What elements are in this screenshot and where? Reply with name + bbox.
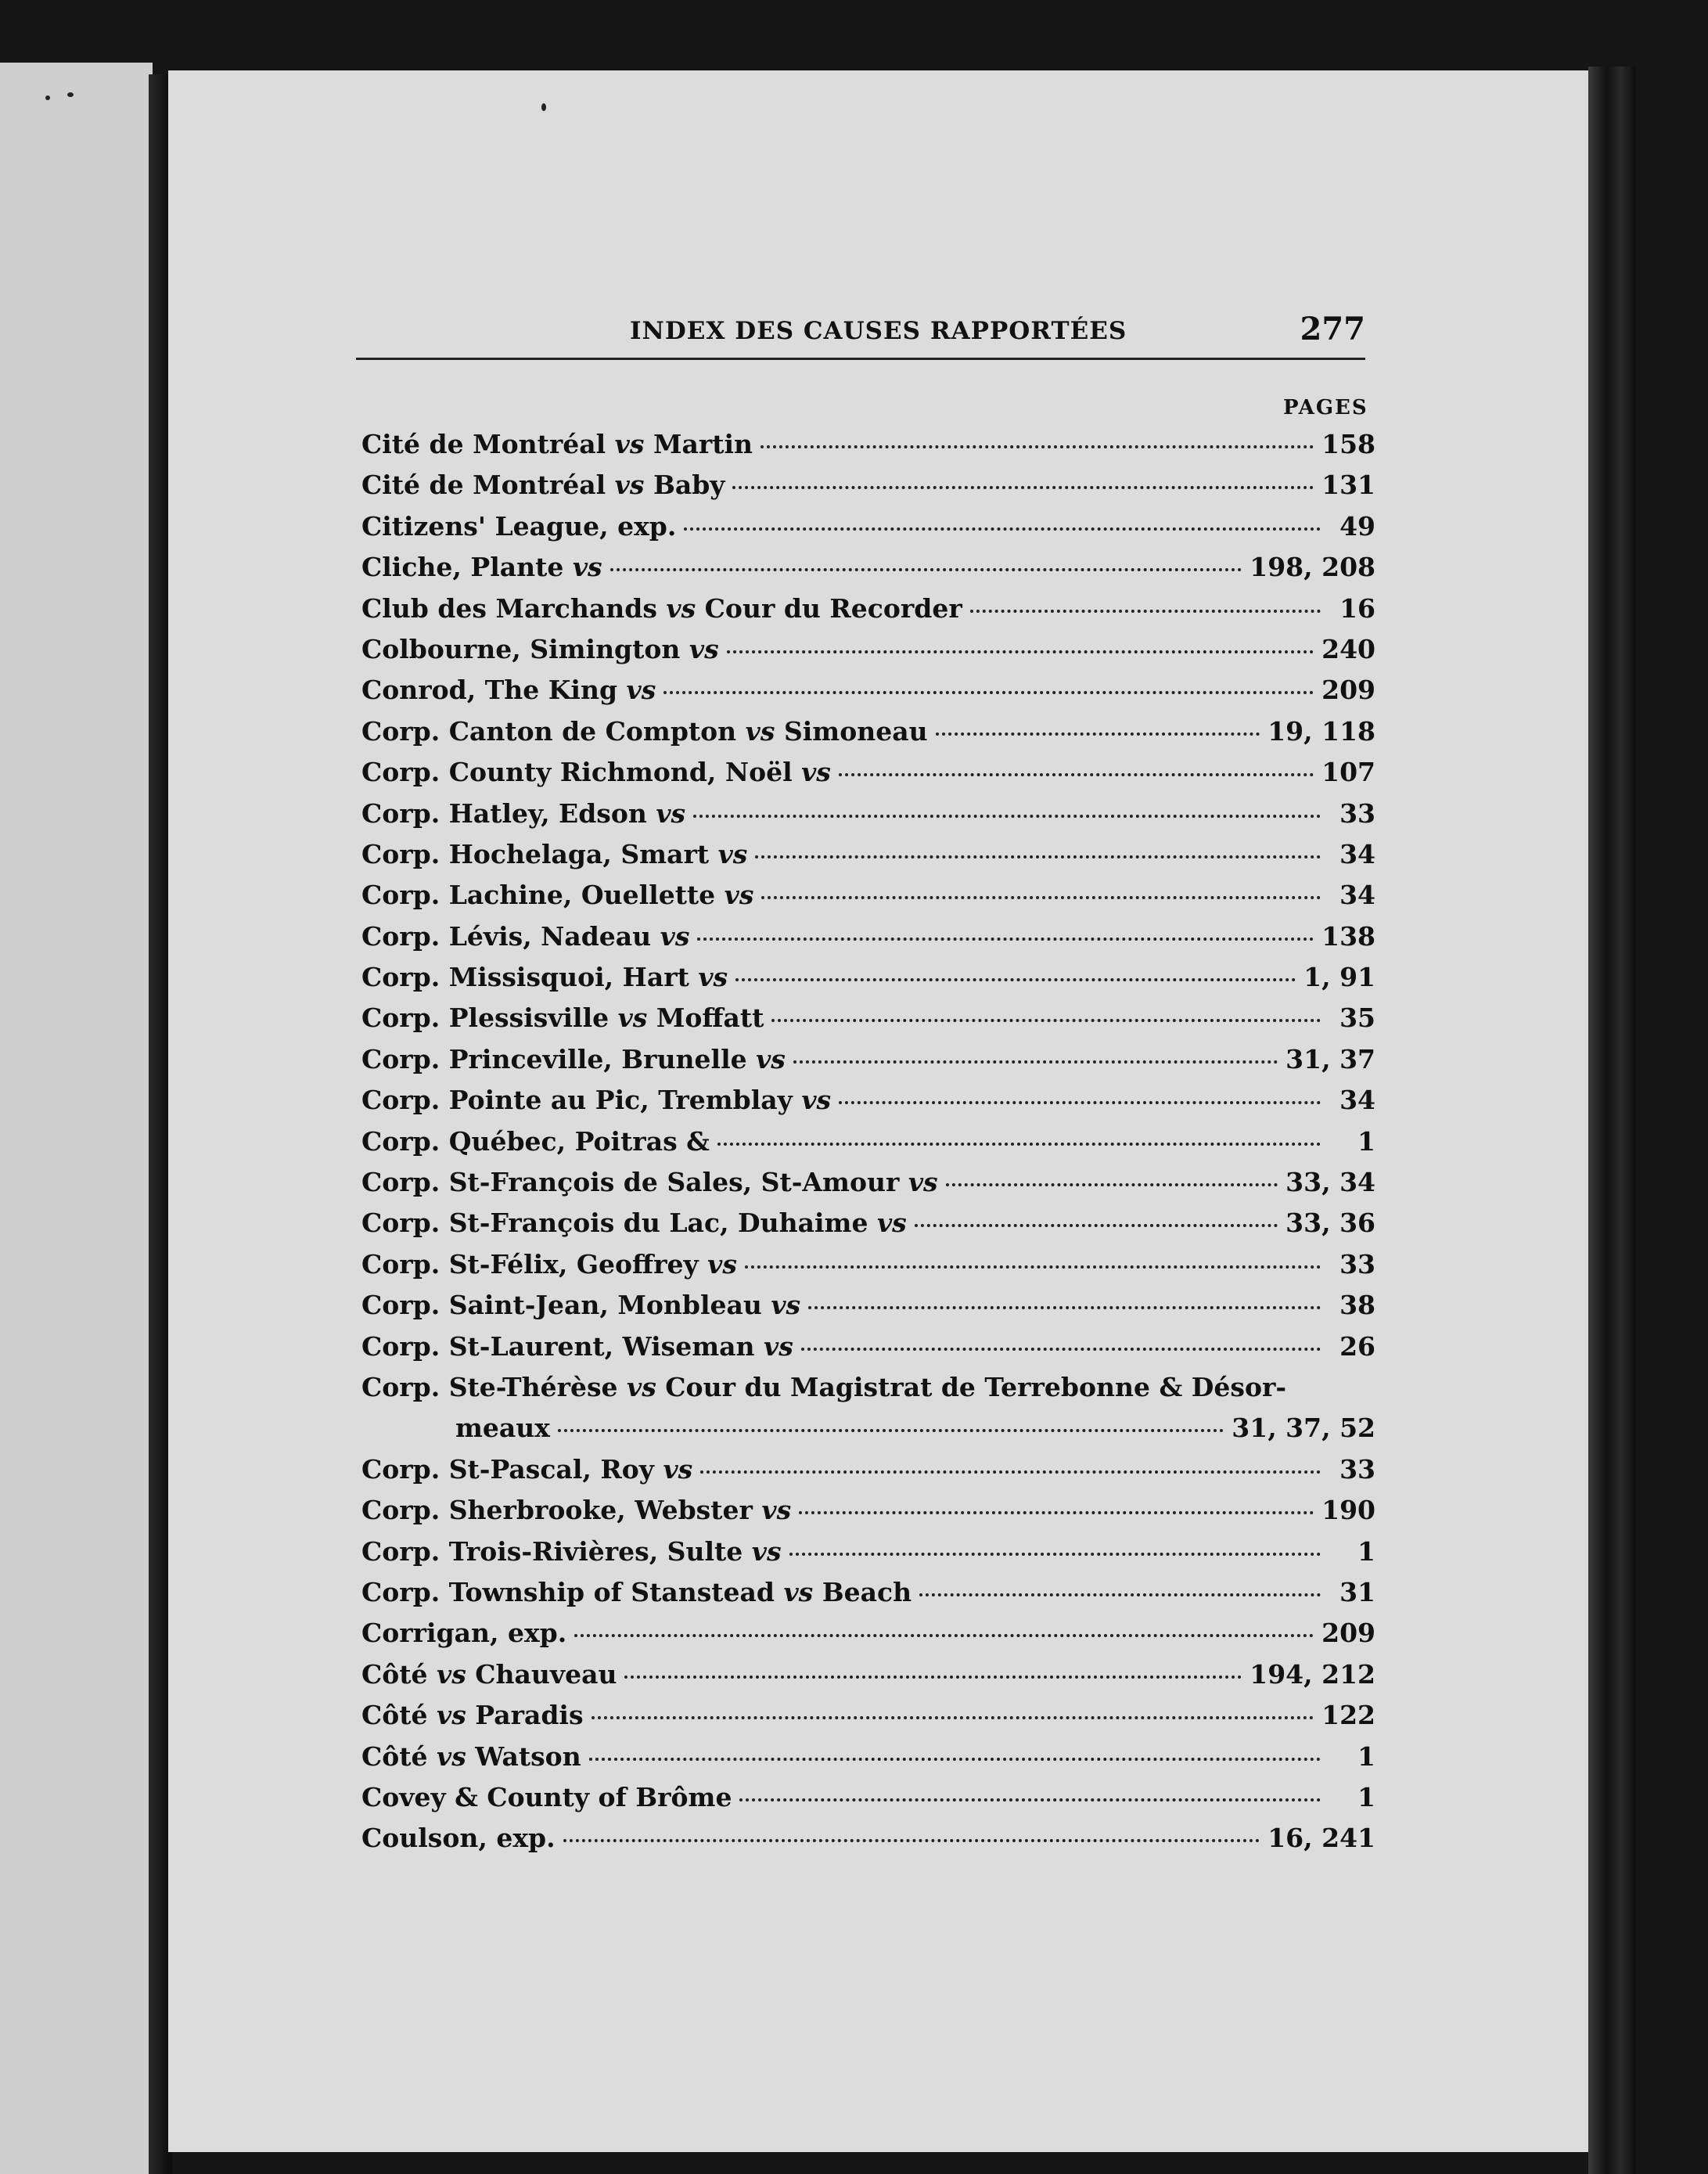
index-entry (361, 1659, 1375, 1700)
entry-versus: vs (751, 1535, 782, 1567)
entry-case-name (361, 675, 656, 705)
entry-party: Colbourne, Simington (361, 633, 681, 664)
entry-versus: vs (614, 470, 645, 501)
entry-party: Corp. St-François du Lac, Duhaime (361, 1208, 868, 1239)
index-entry (361, 470, 1375, 510)
dot-leader (789, 1553, 1321, 1556)
entry-opposing-party: Moffatt (656, 1002, 764, 1034)
entry-case-name (361, 1372, 1286, 1402)
page-edge-right (1588, 67, 1635, 2174)
entry-party: Corp. Pointe au Pic, Tremblay (361, 1085, 793, 1116)
dot-leader (693, 815, 1321, 818)
entry-party: Corp. Lévis, Nadeau (361, 920, 652, 952)
scan-speck (67, 92, 74, 97)
entry-opposing-party: Simoneau (783, 715, 928, 747)
entry-versus: vs (717, 838, 748, 869)
entry-pages: 122 (1321, 1700, 1375, 1731)
dot-leader (919, 1593, 1321, 1596)
dot-leader (700, 1470, 1321, 1474)
entry-pages: 35 (1339, 1002, 1375, 1034)
entry-versus: vs (572, 552, 602, 583)
entry-case-name (361, 1249, 737, 1280)
entry-case-name (361, 1495, 791, 1525)
index-entry (361, 1044, 1375, 1085)
dot-leader (801, 1348, 1321, 1351)
entry-party: Corp. Saint-Jean, Monbleau (361, 1290, 762, 1321)
index-entry (361, 1085, 1375, 1125)
entry-versus: vs (783, 1576, 814, 1607)
index-entry (361, 1577, 1375, 1618)
entry-party: Corrigan, exp. (361, 1618, 567, 1649)
entry-versus: vs (801, 757, 831, 788)
index-entry (361, 1126, 1375, 1167)
scan-speck (541, 103, 546, 111)
entry-versus: vs (626, 675, 656, 706)
entry-case-name (361, 511, 676, 542)
entry-party: Corp. St-Pascal, Roy (361, 1453, 654, 1485)
dot-leader (936, 732, 1260, 736)
entry-pages: 19, 118 (1268, 715, 1375, 747)
entry-versus: vs (707, 1248, 737, 1280)
entry-case-name (361, 1823, 556, 1853)
entry-party: Cité de Montréal (361, 429, 606, 459)
entry-pages: 1 (1357, 1535, 1375, 1567)
entry-versus: vs (437, 1700, 466, 1731)
entry-case-name (361, 921, 689, 952)
entry-pages: 240 (1321, 633, 1375, 664)
entry-party: Côté (361, 1740, 428, 1772)
pages-column-heading: PAGES (1283, 396, 1368, 419)
entry-case-name (361, 634, 719, 664)
facing-page-edge (0, 63, 153, 2174)
index-entry (361, 634, 1375, 675)
dot-leader (771, 1019, 1321, 1022)
scan-speck (45, 95, 50, 100)
index-entry (361, 675, 1375, 715)
entry-pages: 26 (1339, 1330, 1375, 1362)
index-entry (361, 511, 1375, 552)
dot-leader (739, 1798, 1321, 1801)
dot-leader (755, 855, 1321, 858)
dot-leader (808, 1306, 1321, 1309)
entry-pages: 1 (1357, 1781, 1375, 1812)
header-rule (356, 358, 1365, 360)
entry-opposing-party: Watson (475, 1740, 581, 1772)
index-entry (361, 1249, 1375, 1290)
entry-case-name (361, 1208, 907, 1238)
entry-party: Corp. Hatley, Edson (361, 797, 647, 829)
dot-leader (745, 1265, 1321, 1269)
running-title: INDEX DES CAUSES RAPPORTÉES (630, 317, 1127, 345)
entry-party: Coulson, exp. (361, 1823, 556, 1854)
entry-case-name (361, 593, 962, 624)
entry-pages: 131 (1321, 470, 1375, 501)
entry-versus: vs (617, 1002, 648, 1034)
dot-leader (563, 1839, 1260, 1842)
entry-pages: 33, 34 (1285, 1167, 1375, 1198)
entry-case-name (361, 1331, 793, 1362)
index-entry (361, 880, 1375, 920)
entry-party: Corp. Sherbrooke, Webster (361, 1495, 753, 1526)
index-entry (361, 1167, 1375, 1208)
index-entry (361, 839, 1375, 880)
entry-versus: vs (764, 1330, 793, 1362)
entry-case-name (361, 1085, 831, 1115)
index-entry (361, 716, 1375, 757)
entry-versus: vs (908, 1167, 938, 1198)
index-entry (361, 921, 1375, 962)
entry-versus: vs (614, 429, 645, 459)
dot-leader (610, 568, 1242, 571)
dot-leader (839, 773, 1314, 776)
entry-opposing-party: Beach (822, 1576, 912, 1607)
entry-case-name (361, 552, 602, 582)
entry-case-name (361, 1782, 732, 1812)
entry-versus: vs (660, 920, 690, 952)
entry-pages: 34 (1339, 880, 1375, 911)
entry-versus: vs (437, 1658, 466, 1690)
index-entry (361, 1290, 1375, 1330)
dot-leader (732, 486, 1314, 489)
dot-leader (697, 938, 1314, 941)
index-entry (361, 1454, 1375, 1495)
entry-party: Citizens' League, exp. (361, 510, 677, 542)
dot-leader (717, 1143, 1321, 1146)
entry-party: Corp. St-Félix, Geoffrey (361, 1248, 699, 1280)
dot-leader (663, 691, 1314, 694)
entry-case-name (361, 1290, 800, 1320)
index-entry (361, 1741, 1375, 1782)
dot-leader (970, 610, 1321, 613)
entry-party: Corp. Canton de Compton (361, 715, 737, 747)
dot-leader (761, 896, 1321, 899)
entry-pages: 34 (1339, 838, 1375, 869)
entry-versus: vs (627, 1371, 656, 1402)
entry-party: Corp. Princeville, Brunelle (361, 1043, 747, 1074)
entry-party: Côté (361, 1658, 428, 1690)
entry-party: Corp. Plessisville (361, 1002, 609, 1034)
index-entry (361, 1700, 1375, 1740)
entry-case-name (361, 429, 753, 459)
entry-pages: 34 (1339, 1085, 1375, 1116)
index-entry (361, 429, 1375, 470)
entry-party: Corp. Trois-Rivières, Sulte (361, 1535, 743, 1567)
entry-pages: 158 (1321, 429, 1375, 459)
entry-case-name (361, 1618, 566, 1648)
entry-versus: vs (656, 797, 686, 829)
entry-pages: 31, 37 (1285, 1043, 1375, 1074)
entry-opposing-party: Baby (653, 470, 725, 501)
entry-party: Corp. Lachine, Ouellette (361, 880, 716, 911)
dot-leader (592, 1716, 1314, 1719)
entry-case-name (361, 1167, 938, 1197)
dot-leader (799, 1511, 1314, 1514)
entry-case-name (361, 962, 728, 992)
entry-party: Corp. St-Laurent, Wiseman (361, 1330, 755, 1362)
entry-versus: vs (663, 1453, 693, 1485)
dot-leader (761, 445, 1314, 448)
dot-leader (727, 650, 1314, 653)
entry-case-name (361, 1536, 782, 1567)
entry-case-name (361, 716, 928, 747)
entry-pages: 49 (1339, 510, 1375, 542)
entry-versus: vs (801, 1085, 832, 1116)
entry-versus: vs (771, 1290, 801, 1321)
entry-pages: 209 (1321, 1618, 1375, 1649)
index-entry (361, 1002, 1375, 1043)
entry-opposing-party: Cour du Magistrat de Terrebonne & Désor- (665, 1371, 1287, 1402)
entry-opposing-party: Martin (653, 429, 753, 459)
dot-leader (589, 1758, 1321, 1761)
entry-pages: 33 (1339, 1248, 1375, 1280)
entry-pages: 16, 241 (1268, 1823, 1375, 1854)
page-header (356, 301, 1365, 364)
entry-party: Corp. Missisquoi, Hart (361, 962, 689, 993)
entry-case-name (455, 1413, 550, 1443)
entry-pages: 1 (1357, 1740, 1375, 1772)
entry-case-name (361, 757, 831, 787)
index-entry (361, 1823, 1375, 1863)
entry-case-name (361, 1126, 710, 1157)
entry-pages: 31, 37, 52 (1232, 1413, 1375, 1444)
entry-versus: vs (745, 715, 775, 747)
index-entry (361, 798, 1375, 839)
entry-party: Corp. County Richmond, Noël (361, 757, 793, 788)
entry-pages: 107 (1321, 757, 1375, 788)
index-entry (361, 1536, 1375, 1577)
entry-case-name (361, 1577, 912, 1607)
dot-leader (558, 1429, 1224, 1432)
entry-pages: 1 (1357, 1125, 1375, 1157)
entry-pages: 198, 208 (1250, 552, 1375, 583)
entry-party: Corp. Hochelaga, Smart (361, 838, 710, 869)
entry-pages: 31 (1339, 1576, 1375, 1607)
dot-leader (793, 1060, 1278, 1064)
index-entry (361, 962, 1375, 1002)
entry-opposing-party: Paradis (475, 1700, 584, 1731)
entry-case-name (361, 1002, 764, 1033)
entry-opposing-party: Chauveau (475, 1658, 617, 1690)
index-entry (361, 1413, 1375, 1453)
entry-case-name (361, 839, 747, 869)
index-entry (361, 593, 1375, 634)
entry-party: Cité de Montréal (361, 470, 606, 501)
index-entry (361, 1208, 1375, 1248)
entry-case-name (361, 1044, 786, 1074)
entry-case-name (361, 1700, 584, 1730)
entry-pages: 33, 36 (1285, 1208, 1375, 1239)
entry-pages: 33 (1339, 1453, 1375, 1485)
entry-versus: vs (698, 962, 728, 993)
entry-pages: 209 (1321, 675, 1375, 706)
index-entry (361, 1372, 1375, 1413)
entry-case-name (361, 1741, 581, 1772)
index-entry (361, 1618, 1375, 1658)
index-entries (361, 429, 1375, 1864)
entry-pages: 1, 91 (1303, 962, 1375, 993)
entry-party: Corp. Québec, Poitras & (361, 1125, 710, 1157)
index-entry (361, 757, 1375, 797)
entry-case-name (361, 1659, 617, 1690)
entry-pages: 190 (1321, 1495, 1375, 1526)
entry-case-name (361, 798, 685, 829)
entry-case-name (361, 880, 753, 910)
entry-party: Covey & County of Brôme (361, 1781, 732, 1812)
entry-party: meaux (455, 1413, 550, 1444)
entry-party: Corp. Township of Stanstead (361, 1576, 775, 1607)
dot-leader (946, 1183, 1278, 1186)
entry-versus: vs (756, 1043, 786, 1074)
entry-party: Cliche, Plante (361, 552, 564, 583)
entry-party: Corp. Ste-Thérèse (361, 1371, 618, 1402)
entry-pages: 16 (1339, 592, 1375, 624)
entry-case-name (361, 1454, 692, 1485)
entry-party: Conrod, The King (361, 675, 618, 706)
entry-party: Côté (361, 1700, 428, 1731)
entry-versus: vs (437, 1740, 466, 1772)
entry-party: Corp. St-François de Sales, St-Amour (361, 1167, 900, 1198)
entry-case-name (361, 470, 725, 500)
entry-versus: vs (724, 880, 754, 911)
dot-leader (839, 1101, 1321, 1104)
dot-leader (684, 527, 1321, 531)
entry-versus: vs (876, 1208, 907, 1239)
dot-leader (624, 1675, 1242, 1679)
entry-opposing-party: Cour du Recorder (704, 592, 962, 624)
entry-pages: 138 (1321, 920, 1375, 952)
entry-party: Club des Marchands (361, 592, 657, 624)
index-entry (361, 1331, 1375, 1372)
entry-pages: 194, 212 (1250, 1658, 1375, 1690)
entry-versus: vs (689, 633, 719, 664)
entry-versus: vs (666, 592, 696, 624)
entry-pages: 38 (1339, 1290, 1375, 1321)
dot-leader (915, 1224, 1278, 1227)
entry-pages: 33 (1339, 797, 1375, 829)
dot-leader (574, 1634, 1314, 1637)
entry-versus: vs (761, 1495, 792, 1526)
index-entry (361, 552, 1375, 592)
index-entry (361, 1495, 1375, 1535)
dot-leader (735, 978, 1296, 981)
index-entry (361, 1782, 1375, 1823)
page-number: 277 (1300, 311, 1365, 347)
